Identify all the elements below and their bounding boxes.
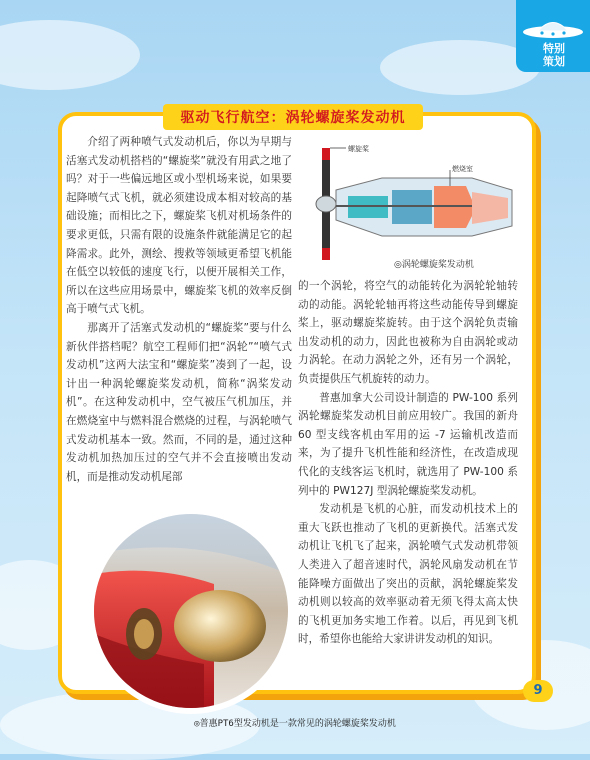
page-number: 9 xyxy=(523,680,553,702)
photo-caption: ◎普惠PT6型发动机是一款常见的涡轮螺旋桨发动机 xyxy=(194,719,396,729)
engine-photo xyxy=(94,514,288,708)
left-column xyxy=(66,133,292,486)
paragraph: 普惠加拿大公司设计制造的 PW-100 系列涡轮螺旋桨发动机目前应用较广。我国的新舟 60 型支线客机由军用的运 -7 运输机改造而来，为了提升飞机性能和经济性，在改造成现代化的支线客运飞机时，就选用了 PW-100 系列中的 PW127J 型涡轮螺旋桨发动机。 xyxy=(298,391,518,497)
cloud-decoration xyxy=(0,20,140,90)
badge-line1: 特别 xyxy=(543,42,565,55)
label-combustor: 燃烧室 xyxy=(452,165,473,173)
paragraph: 那离开了活塞式发动机的“螺旋桨”要与什么新伙伴搭档呢？航空工程师们把“涡轮”“喷气式发动机”这两大法宝和“螺旋桨”凑到了一起，设计出一种涡轮螺旋桨发动机，简称“涡桨发动机”。在这种发动机中，空气被压气机加压，并在燃烧室中与燃料混合燃烧的过程，与涡轮喷气式发动机基本一致。然而，不同的是，通过这种发动机加热加压过的空气并不会直接喷出发动机，而是推动发动机尾部 xyxy=(66,321,292,483)
article-title: 驱动飞行航空：涡轮螺旋桨发动机 xyxy=(163,104,423,130)
paragraph: 发动机是飞机的心脏，而发动机技术上的重大飞跃也推动了飞机的更新换代。活塞式发动机让飞机飞了起来，涡轮喷气式发动机带领人类进入了超音速时代，涡轮风扇发动机在节能降噪方面做出了突出的贡献，涡轮螺旋桨发动机则以较高的效率驱动着无须飞得太高太快的飞机更加务实地工作着。以后，再见到飞机时，希望你也能给大家讲讲发动机的知识。 xyxy=(298,503,518,646)
right-column xyxy=(298,277,518,649)
propeller-tip xyxy=(322,248,330,260)
label-propeller: 螺旋桨 xyxy=(348,145,369,153)
badge-line2: 策划 xyxy=(543,55,565,68)
turboprop-diagram xyxy=(302,140,524,272)
section-badge xyxy=(516,0,590,72)
propeller-tip xyxy=(322,148,330,160)
diagram-caption: ◎涡轮螺旋桨发动机 xyxy=(394,260,474,270)
spinner xyxy=(316,196,336,212)
paragraph: 的一个涡轮，将空气的动能转化为涡轮轮轴转动的动能。涡轮轮轴再将这些动能传导到螺旋桨上，驱动螺旋桨旋转。由于这个涡轮负责输出发动机的动力，因此也被称为自由涡轮或动力涡轮。在动力涡轮之外，还有另一个涡轮，负责提供压气机旋转的动力。 xyxy=(298,280,518,385)
ufo-icon xyxy=(520,16,586,40)
spinner-cone xyxy=(174,590,266,662)
paragraph: 介绍了两种喷气式发动机后，你以为早期与活塞式发动机搭档的“螺旋桨”就没有用武之地了吗？对于一些偏远地区或小型机场来说，如果要起降喷气式飞机，就必须建设成本相对较高的基础设施；而相比之下，螺旋桨飞机对机场条件的要求更低，只需有限的设施条件就能满足它的起降需求。此外，测绘、搜救等领域更希望飞机能在低空以较低的速度飞行，以便开展相关工作，所以在这些应用场景中，螺旋桨飞机的效率反倒高于喷气式飞机。 xyxy=(66,136,292,316)
